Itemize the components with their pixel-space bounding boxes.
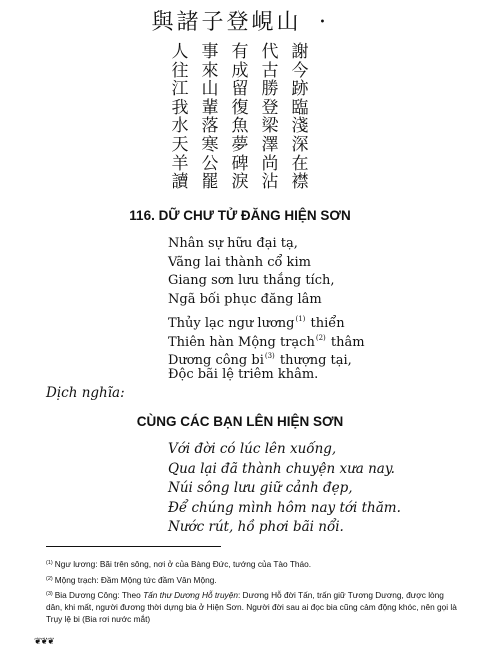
footnote-text: Mộng trạch: Đầm Mộng tức đầm Vân Mộng. [54, 575, 217, 585]
chinese-character: 成 [231, 60, 249, 81]
chinese-character: 古 [261, 60, 279, 81]
translation-line: Nước rút, hồ phơi bãi nổi. [168, 519, 344, 535]
chinese-character: 落 [201, 116, 219, 137]
poem-heading: 116. DỮ CHƯ TỬ ĐĂNG HIỆN SƠN [129, 208, 351, 223]
footnote-text: Ngư lương: Bãi trên sông, nơi ở của Bàng Đức, tướng của Tào Tháo. [54, 559, 312, 569]
chinese-character: 深 [291, 134, 309, 155]
chinese-character: 代 [261, 42, 279, 62]
poem-line-text: Độc bãi lệ triêm khâm. [168, 366, 319, 382]
chinese-character: 讀 [171, 172, 189, 193]
footnote-2 [46, 573, 462, 586]
poem-line [168, 291, 322, 309]
chinese-character: 淺 [291, 116, 309, 137]
poem-line-text: Vãng lai thành cổ kim [168, 254, 311, 270]
poem-line-text: Thủy lạc ngư lương [168, 315, 295, 331]
footnote-text: Bia Dương Công: Theo [54, 590, 144, 600]
chinese-character: 留 [231, 79, 249, 100]
poem-line-text: Ngã bối phục đăng lâm [168, 292, 322, 308]
chinese-character: 勝 [261, 79, 279, 100]
chinese-character: 山 [201, 79, 219, 100]
chinese-character: 罷 [201, 172, 219, 193]
chinese-character: 復 [231, 97, 249, 118]
chinese-character: 往 [171, 60, 189, 81]
chinese-character: 有 [231, 42, 249, 62]
chinese-character: 來 [201, 60, 219, 81]
chinese-character: 魚 [231, 116, 249, 137]
chinese-character: 登 [261, 97, 279, 118]
poem-line-text-end: thâm [326, 334, 365, 350]
poem-line-text: Thiên hàn Mộng trạch [168, 334, 315, 350]
poem-line [168, 366, 318, 384]
chinese-character: 襟 [291, 172, 309, 193]
chinese-character: 在 [291, 153, 309, 174]
chinese-poem-body [165, 43, 315, 192]
translation-line: Núi sông lưu giữ cảnh đẹp, [168, 480, 353, 496]
chinese-character: 事 [201, 42, 219, 62]
chinese-poem-title [0, 8, 480, 38]
chinese-character: 輩 [201, 97, 219, 118]
translation-line: Với đời có lúc lên xuống, [168, 441, 337, 457]
chinese-character: 夢 [231, 134, 249, 155]
footnote-ref: (3) [264, 352, 275, 361]
page-ornament: ❦❦❦ [34, 637, 54, 647]
chinese-character: 水 [171, 116, 189, 137]
footnote-mark: (1) [46, 560, 53, 566]
poem-line-text: Giang sơn lưu thắng tích, [168, 273, 335, 289]
footnote-divider [46, 546, 221, 547]
translation-heading: CÙNG CÁC BẠN LÊN HIỆN SƠN [136, 414, 344, 429]
translation-line: Qua lại đã thành chuyện xưa nay. [168, 460, 395, 477]
chinese-character: 澤 [261, 134, 279, 155]
chinese-title-text: 與諸子登峴山 [151, 10, 302, 35]
chinese-character: 跡 [291, 79, 309, 100]
chinese-character: 臨 [291, 97, 309, 118]
chinese-character: 公 [201, 153, 219, 174]
chinese-character: 淚 [231, 172, 249, 193]
footnote-text-rest: : Dương Hỗ đời Tấn, trấn giữ Tương Dương, được lòng dân, khi mất, người đương thời dựng bia ở Hiện Sơn. Người đời sau ai đọc bia cũng cảm động khóc, nên gọi là Trụy lệ bi (Bia rơi nước mắt) [46, 590, 457, 624]
footnote-1 [46, 557, 462, 570]
poem-line-text-end: thượng tại, [275, 353, 352, 369]
poem-line-text: Dương công bi [168, 353, 264, 369]
title-mark: • [319, 17, 329, 28]
chinese-character: 羊 [171, 153, 189, 174]
footnote-mark: (2) [46, 576, 53, 582]
chinese-character: 謝 [291, 42, 309, 62]
chinese-character: 今 [291, 60, 309, 81]
chinese-character: 沾 [261, 172, 279, 193]
poem-line-text-end: thiển [306, 315, 345, 331]
footnote-mark: (3) [46, 591, 53, 597]
poem-line-text: Nhân sự hữu đại tạ, [168, 236, 298, 251]
footnote-ref: (2) [315, 333, 326, 342]
chinese-character: 天 [171, 134, 189, 155]
translation-label: Dịch nghĩa: [46, 385, 125, 401]
chinese-character: 梁 [261, 116, 279, 137]
chinese-character: 我 [171, 97, 189, 118]
poem-line [168, 272, 335, 290]
footnote-ref: (1) [295, 314, 306, 323]
translation-line: Để chúng mình hôm nay tới thăm. [168, 499, 401, 516]
footnote-3 [46, 588, 462, 625]
chinese-character: 碑 [231, 153, 249, 174]
chinese-character: 人 [171, 42, 189, 62]
poem-line [168, 254, 311, 272]
chinese-character: 寒 [201, 134, 219, 155]
poem-line [168, 235, 298, 253]
footnote-book-title: Tấn thư Dương Hỗ truyện [143, 590, 238, 600]
chinese-character: 尚 [261, 153, 279, 174]
chinese-character: 江 [171, 79, 189, 100]
